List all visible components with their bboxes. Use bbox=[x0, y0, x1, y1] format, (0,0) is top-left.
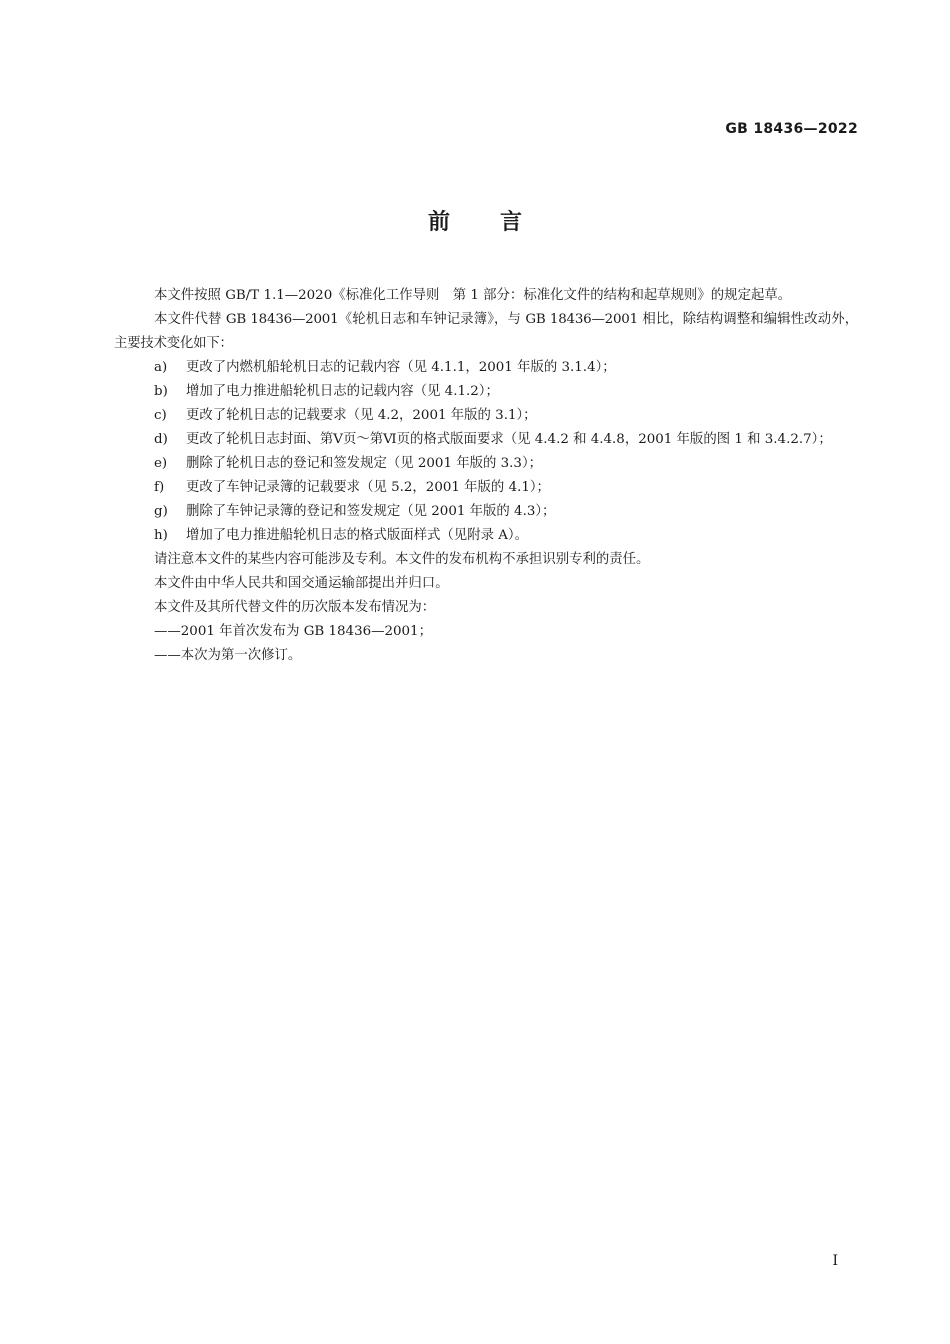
paragraph-proposer: 本文件由中华人民共和国交通运输部提出并归口。 bbox=[154, 576, 449, 591]
list-text: 删除了车钟记录簿的登记和签发规定（见 2001 年版的 4.3）； bbox=[186, 504, 556, 519]
list-item bbox=[114, 380, 858, 404]
history-item: ——本次为第一次修订。 bbox=[154, 648, 302, 663]
page-title: 前言 bbox=[427, 210, 572, 235]
list-marker: g) bbox=[154, 504, 168, 519]
list-text: 增加了电力推进船轮机日志的格式版面样式（见附录 A）。 bbox=[186, 528, 528, 543]
paragraph-history-intro: 本文件及其所代替文件的历次版本发布情况为： bbox=[154, 600, 436, 615]
list-text: 删除了轮机日志的登记和签发规定（见 2001 年版的 3.3）； bbox=[186, 456, 543, 471]
list-marker: h) bbox=[154, 528, 168, 543]
list-marker: a) bbox=[154, 360, 168, 375]
paragraph-replacement: 本文件代替 GB 18436—2001《轮机日志和车钟记录簿》，与 GB 18436—2001 相比，除结构调整和编辑性改动外，主要技术变化如下： bbox=[114, 312, 858, 351]
foreword-body bbox=[114, 284, 858, 668]
list-marker: c) bbox=[154, 408, 167, 423]
list-text: 更改了内燃机船轮机日志的记载内容（见 4.1.1，2001 年版的 3.1.4）； bbox=[186, 360, 616, 375]
change-list bbox=[114, 356, 858, 548]
list-text: 更改了车钟记录簿的记载要求（见 5.2，2001 年版的 4.1）； bbox=[186, 480, 550, 495]
list-text: 更改了轮机日志封面、第Ⅴ页～第Ⅵ页的格式版面要求（见 4.4.2 和 4.4.8，2001 年版的图 1 和 3.4.2.7）； bbox=[186, 432, 832, 447]
list-item bbox=[114, 500, 858, 524]
paragraph-patent-notice: 请注意本文件的某些内容可能涉及专利。本文件的发布机构不承担识别专利的责任。 bbox=[154, 552, 650, 567]
list-item bbox=[114, 356, 858, 380]
list-item bbox=[114, 476, 858, 500]
standard-number: GB 18436—2022 bbox=[725, 121, 858, 137]
list-item bbox=[114, 524, 858, 548]
list-text: 更改了轮机日志的记载要求（见 4.2，2001 年版的 3.1）； bbox=[186, 408, 537, 423]
list-item bbox=[114, 404, 858, 428]
page-number: I bbox=[832, 1253, 838, 1269]
list-item bbox=[114, 428, 858, 452]
history-list bbox=[114, 620, 858, 668]
list-marker: d) bbox=[154, 432, 168, 447]
history-item: ——2001 年首次发布为 GB 18436—2001； bbox=[154, 624, 432, 639]
list-text: 增加了电力推进船轮机日志的记载内容（见 4.1.2）； bbox=[186, 384, 499, 399]
list-marker: e) bbox=[154, 456, 168, 471]
list-marker: f) bbox=[154, 480, 165, 495]
list-item bbox=[114, 452, 858, 476]
paragraph-drafting-rule: 本文件按照 GB/T 1.1—2020《标准化工作导则 第 1 部分：标准化文件的结构和起草规则》的规定起草。 bbox=[154, 288, 792, 303]
list-marker: b) bbox=[154, 384, 168, 399]
